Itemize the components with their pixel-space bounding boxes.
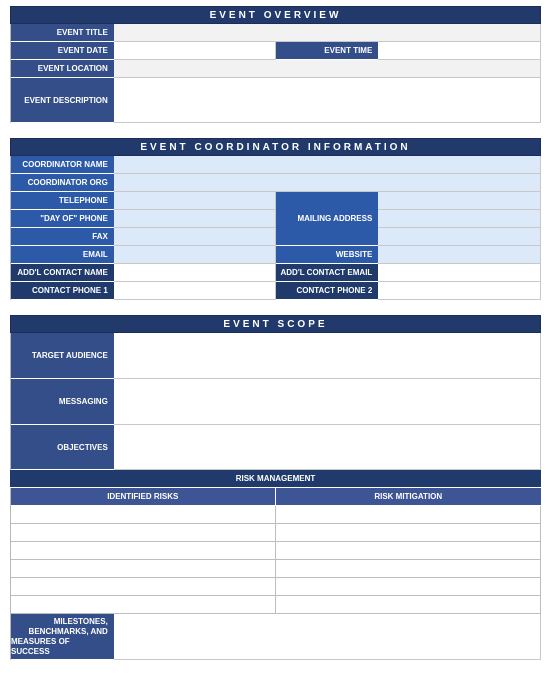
- risk-mitigation-cell[interactable]: [276, 542, 542, 560]
- coordinator-name-label: COORDINATOR NAME: [11, 156, 114, 174]
- addl-contact-name-label: ADD'L CONTACT NAME: [11, 264, 114, 282]
- addl-contact-name-field[interactable]: [114, 264, 276, 282]
- milestones-label-line-2: BENCHMARKS, AND: [28, 626, 108, 636]
- telephone-field[interactable]: [114, 192, 276, 210]
- mailing-address-line-2[interactable]: [378, 210, 541, 228]
- contact-phone-2-label: CONTACT PHONE 2: [276, 282, 379, 300]
- event-description-label: EVENT DESCRIPTION: [11, 78, 114, 123]
- addl-contact-email-label: ADD'L CONTACT EMAIL: [276, 264, 379, 282]
- day-of-phone-label: "DAY OF" PHONE: [11, 210, 114, 228]
- fax-label: FAX: [11, 228, 114, 246]
- event-date-label: EVENT DATE: [11, 42, 114, 60]
- milestones-field[interactable]: [114, 614, 541, 660]
- event-overview-section: [10, 6, 541, 123]
- coordinator-section: [10, 138, 541, 300]
- messaging-field[interactable]: [114, 379, 541, 425]
- risk-mitigation-cell[interactable]: [276, 596, 542, 614]
- event-title-field[interactable]: [114, 24, 541, 42]
- messaging-label: MESSAGING: [11, 379, 114, 425]
- coordinator-banner: EVENT COORDINATOR INFORMATION: [10, 138, 541, 156]
- addl-contact-email-field[interactable]: [378, 264, 541, 282]
- telephone-label: TELEPHONE: [11, 192, 114, 210]
- contact-phone-2-field[interactable]: [378, 282, 541, 300]
- milestones-label-line-1: MILESTONES,: [53, 616, 108, 626]
- mailing-address-label: MAILING ADDRESS: [276, 192, 379, 246]
- objectives-label: OBJECTIVES: [11, 425, 114, 470]
- identified-risk-cell[interactable]: [11, 542, 276, 560]
- coordinator-org-label: COORDINATOR ORG: [11, 174, 114, 192]
- email-label: EMAIL: [11, 246, 114, 264]
- identified-risks-header: IDENTIFIED RISKS: [11, 488, 276, 506]
- milestones-label-line-3: MEASURES OF SUCCESS: [11, 636, 70, 656]
- risk-mitigation-cell[interactable]: [276, 506, 542, 524]
- event-description-field[interactable]: [114, 78, 541, 123]
- event-location-field[interactable]: [114, 60, 541, 78]
- event-scope-section: [10, 315, 541, 660]
- event-time-field[interactable]: [378, 42, 541, 60]
- risk-mitigation-cell[interactable]: [276, 524, 542, 542]
- risk-management-header: RISK MANAGEMENT: [10, 470, 541, 488]
- mailing-address-line-3[interactable]: [378, 228, 541, 246]
- event-date-field[interactable]: [114, 42, 276, 60]
- coordinator-name-field[interactable]: [114, 156, 541, 174]
- mailing-address-line-1[interactable]: [378, 192, 541, 210]
- risk-mitigation-cell[interactable]: [276, 560, 542, 578]
- event-scope-banner: EVENT SCOPE: [10, 315, 541, 333]
- objectives-field[interactable]: [114, 425, 541, 470]
- day-of-phone-field[interactable]: [114, 210, 276, 228]
- coordinator-org-field[interactable]: [114, 174, 541, 192]
- contact-phone-1-label: CONTACT PHONE 1: [11, 282, 114, 300]
- website-field[interactable]: [378, 246, 541, 264]
- identified-risk-cell[interactable]: [11, 560, 276, 578]
- event-overview-banner: EVENT OVERVIEW: [10, 6, 541, 24]
- event-time-label: EVENT TIME: [276, 42, 379, 60]
- identified-risk-cell[interactable]: [11, 596, 276, 614]
- event-location-label: EVENT LOCATION: [11, 60, 114, 78]
- contact-phone-1-field[interactable]: [114, 282, 276, 300]
- identified-risk-cell[interactable]: [11, 578, 276, 596]
- identified-risk-cell[interactable]: [11, 506, 276, 524]
- event-title-label: EVENT TITLE: [11, 24, 114, 42]
- identified-risk-cell[interactable]: [11, 524, 276, 542]
- risk-mitigation-cell[interactable]: [276, 578, 542, 596]
- website-label: WEBSITE: [276, 246, 379, 264]
- risk-mitigation-header: RISK MITIGATION: [276, 488, 542, 506]
- milestones-label: [11, 614, 114, 660]
- email-field[interactable]: [114, 246, 276, 264]
- fax-field[interactable]: [114, 228, 276, 246]
- target-audience-label: TARGET AUDIENCE: [11, 333, 114, 379]
- target-audience-field[interactable]: [114, 333, 541, 379]
